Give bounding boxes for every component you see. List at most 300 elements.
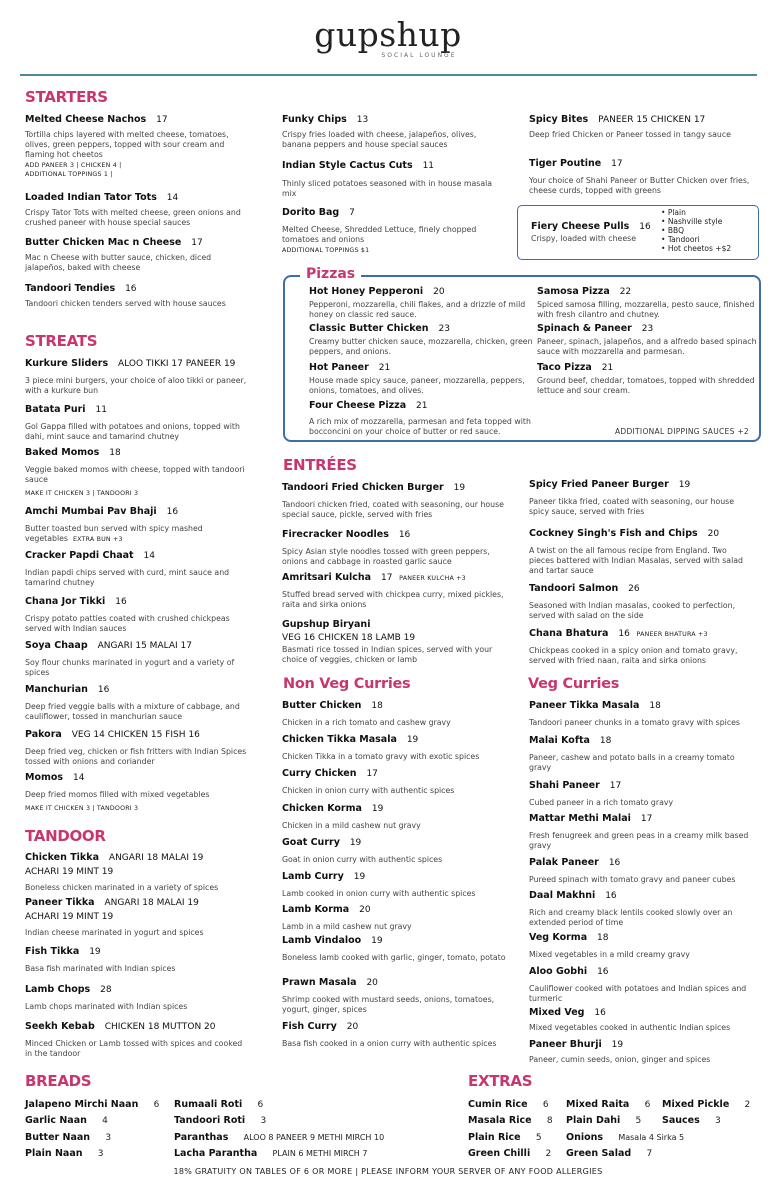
menu-item <box>309 285 534 320</box>
item-name: Mattar Methi Malai <box>529 813 631 824</box>
option-item: • Hot cheetos +$2 <box>661 244 731 253</box>
item-price: 14 <box>143 551 155 561</box>
item-price: 19 <box>453 483 466 493</box>
item-name: Daal Makhni <box>529 890 596 901</box>
item-price: CHICKEN 18 MUTTON 20 <box>104 1022 216 1032</box>
menu-item <box>25 191 250 228</box>
menu-item <box>25 446 250 499</box>
item-description: Paneer, cumin seeds, onion, ginger and spices <box>529 1055 711 1064</box>
item-name: Spinach & Paneer <box>537 323 632 334</box>
menu-item <box>25 639 250 678</box>
item-name: Melted Cheese Nachos <box>25 114 147 125</box>
item-price: 16 <box>605 891 617 901</box>
item-name: Tiger Poutine <box>529 158 602 169</box>
menu-item <box>282 113 507 150</box>
item-addon: PANEER BHATURA +3 <box>636 631 708 638</box>
item-price: 17 <box>611 159 623 169</box>
item-price: 16 <box>639 222 651 232</box>
item-description: Thinly sliced potatoes seasoned with in house masala mix <box>282 179 493 198</box>
item-description: Stuffed bread served with chickpea curry, mixed pickles, raita and sirka onions <box>282 590 504 609</box>
item-description: Crispy fries loaded with cheese, jalapeños, olives, banana peppers and house special sauces <box>282 130 477 149</box>
item-name: Chana Bhatura <box>529 628 609 639</box>
brand-logo <box>0 15 776 59</box>
menu-item <box>25 771 250 814</box>
item-description: Pureed spinach with tomato gravy and paneer cubes <box>529 875 736 884</box>
item-name: Spicy Fried Paneer Burger <box>529 479 669 490</box>
item-description: 3 piece mini burgers, your choice of aloo tikki or paneer, with a kurkure bun <box>25 376 247 395</box>
item-description: Boneless lamb cooked with garlic, ginger, tomato, potato <box>282 953 506 962</box>
item-name: Lamb Chops <box>25 984 91 995</box>
item-name: Cumin Rice <box>468 1099 528 1110</box>
section-title-veg: Veg Curries <box>528 676 620 692</box>
menu-item <box>529 779 754 808</box>
menu-item <box>529 734 754 773</box>
item-price: 19 <box>353 872 366 882</box>
item-name: Curry Chicken <box>282 768 357 779</box>
item-name: Spicy Bites <box>529 114 589 125</box>
item-name: Paranthas <box>174 1132 229 1143</box>
extra-item <box>566 1141 652 1160</box>
menu-item <box>529 1006 754 1033</box>
menu-item <box>25 945 250 974</box>
item-name: Amchi Mumbai Pav Bhaji <box>25 506 157 517</box>
item-description: Basmati rice tossed in Indian spices, served with your choice of veggies, chicken or lamb <box>282 645 493 664</box>
item-price: 17 <box>366 769 378 779</box>
item-name: Paneer Tikka Masala <box>529 700 640 711</box>
item-name: Plain Rice <box>468 1132 521 1143</box>
menu-item <box>25 728 250 767</box>
item-description: Pepperoni, mozzarella, chili flakes, and a drizzle of mild honey on classic red sauce. <box>309 300 526 319</box>
item-price: 17 <box>640 814 653 824</box>
item-description: Tandoori paneer chunks in a tomato gravy with spices <box>529 718 740 727</box>
item-price: 23 <box>438 324 450 334</box>
item-price: 19 <box>371 936 383 946</box>
item-price: 16 <box>618 629 630 639</box>
menu-item <box>531 220 661 244</box>
item-name: Green Chilli <box>468 1148 531 1159</box>
item-name: Pakora <box>25 729 62 740</box>
menu-item <box>25 549 250 588</box>
item-description: Crispy potato patties coated with crushed chickpeas served with Indian sauces <box>25 614 230 633</box>
item-description: Crispy Tator Tots with melted cheese, green onions and crushed paneer with house special sauces <box>25 208 241 227</box>
menu-item <box>25 403 250 442</box>
section-title-extras: EXTRAS <box>468 1072 533 1090</box>
item-addon: ADDITIONAL TOPPINGS $1 <box>282 247 370 254</box>
item-description: House made spicy sauce, paneer, mozzarella, peppers, onions, tomatoes, and olives. <box>309 376 525 395</box>
pizza-dipping-note: ADDITIONAL DIPPING SAUCES +2 <box>614 427 749 436</box>
item-name: Soya Chaap <box>25 640 88 651</box>
menu-item <box>282 976 507 1015</box>
item-name: Seekh Kebab <box>25 1021 95 1032</box>
item-name: Chana Jor Tikki <box>25 596 106 607</box>
item-description: Spiced samosa filling, mozzarella, pesto sauce, finished with fresh cilantro and chutney. <box>537 300 755 319</box>
section-title-tandoor: TANDOOR <box>25 827 106 845</box>
item-price: 19 <box>349 838 362 848</box>
menu-item <box>309 361 534 396</box>
item-name: Plain Dahi <box>566 1115 621 1126</box>
item-description: Mixed vegetables in a mild creamy gravy <box>529 950 690 959</box>
item-description: Lamb cooked in onion curry with authentic spices <box>282 889 476 898</box>
section-title-pizzas: Pizzas <box>300 266 361 282</box>
item-name: Butter Chicken Mac n Cheese <box>25 237 182 248</box>
item-name: Cockney Singh's Fish and Chips <box>529 528 698 539</box>
menu-item <box>282 481 507 520</box>
item-name: Butter Naan <box>25 1132 91 1143</box>
item-name: Fiery Cheese Pulls <box>531 221 630 232</box>
item-description: Indian papdi chips served with curd, mint sauce and tamarind chutney <box>25 568 230 587</box>
item-price: 20 <box>433 287 445 297</box>
item-price: ANGARI 18 MALAI 19 <box>104 898 199 908</box>
menu-item <box>282 870 507 899</box>
menu-item <box>25 683 250 722</box>
menu-item <box>25 113 250 178</box>
item-name: Hot Paneer <box>309 362 369 373</box>
menu-item <box>529 582 754 621</box>
item-description: Crispy, loaded with cheese <box>531 234 636 243</box>
item-description: Soy flour chunks marinated in yogurt and a variety of spices <box>25 658 235 677</box>
fiery-cheese-pulls-box <box>517 205 759 260</box>
item-price: 16 <box>608 858 621 868</box>
menu-item <box>282 733 507 762</box>
menu-item <box>282 206 507 256</box>
menu-item <box>282 159 507 199</box>
menu-item <box>529 113 754 140</box>
menu-item <box>529 527 754 576</box>
item-description: Deep fried veg, chicken or fish fritters with Indian Spices tossed with onions and coriander <box>25 747 247 766</box>
section-title-entrees: ENTRÉES <box>283 456 357 474</box>
item-price: ALOO TIKKI 17 PANEER 19 <box>118 359 236 369</box>
item-description: Ground beef, cheddar, tomatoes, topped with shredded lettuce and sour cream. <box>537 376 755 395</box>
item-price: 6 <box>644 1100 651 1110</box>
item-price: 16 <box>594 1008 606 1018</box>
item-description: Spicy Asian style noodles tossed with green peppers, onions and cabbage in roasted garlic sauce <box>282 547 490 566</box>
item-name: Fish Curry <box>282 1021 337 1032</box>
item-price: ALOO 8 PANEER 9 METHI MIRCH 10 <box>243 1133 385 1142</box>
item-name: Goat Curry <box>282 837 340 848</box>
item-description: Basa fish cooked in a onion curry with authentic spices <box>282 1039 497 1048</box>
item-price: 14 <box>166 193 179 203</box>
item-price: 2 <box>545 1149 552 1159</box>
item-name: Cracker Papdi Chaat <box>25 550 134 561</box>
item-price: 18 <box>371 701 383 711</box>
item-name: Four Cheese Pizza <box>309 400 407 411</box>
item-price: 3 <box>105 1133 112 1143</box>
item-description: A twist on the all famous recipe from England. Two pieces battered with Indian Masalas, served with salad and tartar sauce <box>529 546 743 575</box>
item-name: Onions <box>566 1132 604 1143</box>
item-price: 3 <box>97 1149 104 1159</box>
item-price: 28 <box>100 985 112 995</box>
footer-note: 18% GRATUITY ON TABLES OF 6 OR MORE | PLEASE INFORM YOUR SERVER OF ANY FOOD ALLERGIES <box>173 1167 603 1176</box>
menu-item <box>529 478 754 517</box>
menu-item <box>537 285 762 320</box>
bread-item <box>174 1141 367 1160</box>
item-price: 21 <box>601 363 614 373</box>
item-name: Tandoori Salmon <box>529 583 619 594</box>
menu-item <box>529 965 754 1004</box>
menu-item <box>25 896 250 938</box>
item-name: Firecracker Noodles <box>282 529 389 540</box>
item-name: Tandoori Fried Chicken Burger <box>282 482 444 493</box>
item-price: 17 <box>156 115 168 125</box>
item-name: Batata Puri <box>25 404 86 415</box>
item-price: 19 <box>678 480 691 490</box>
item-description: Boneless chicken marinated in a variety of spices <box>25 883 219 892</box>
item-description: Mac n Cheese with butter sauce, chicken, diced jalapeños, baked with cheese <box>25 253 212 272</box>
item-name: Paneer Tikka <box>25 897 95 908</box>
item-name: Samosa Pizza <box>537 286 610 297</box>
item-price-secondary: VEG 16 CHICKEN 18 LAMB 19 <box>282 633 416 643</box>
menu-item <box>282 903 507 932</box>
item-description: Creamy butter chicken sauce, mozzarella, chicken, green peppers, and onions. <box>309 337 533 356</box>
item-name: Shahi Paneer <box>529 780 600 791</box>
item-description: Chicken in a mild cashew nut gravy <box>282 821 421 830</box>
option-item: • Nashville style <box>661 217 731 226</box>
item-name: Paneer Bhurji <box>529 1039 602 1050</box>
item-description: Deep fried veggie balls with a mixture of cabbage, and cauliflower, tossed in manchurian sauce <box>25 702 240 721</box>
menu-item <box>282 571 507 610</box>
section-title-starters: STARTERS <box>25 88 108 106</box>
item-name: Funky Chips <box>282 114 347 125</box>
item-name: Taco Pizza <box>537 362 592 373</box>
item-price: 16 <box>398 530 411 540</box>
item-name: Mixed Pickle <box>662 1099 730 1110</box>
item-price: 20 <box>359 905 371 915</box>
item-price: 7 <box>646 1149 653 1159</box>
item-price: 17 <box>609 781 622 791</box>
item-name: Fish Tikka <box>25 946 80 957</box>
menu-item <box>529 856 754 885</box>
menu-item <box>529 812 754 851</box>
item-name: Jalapeno Mirchi Naan <box>25 1099 139 1110</box>
menu-item <box>282 836 507 865</box>
menu-item <box>282 618 507 665</box>
item-name: Chicken Tikka <box>25 852 99 863</box>
item-description: Chicken in a rich tomato and cashew gravy <box>282 718 451 727</box>
item-name: Tandoori Roti <box>174 1115 246 1126</box>
menu-item <box>529 931 754 960</box>
item-name: Classic Butter Chicken <box>309 323 429 334</box>
item-description: Your choice of Shahi Paneer or Butter Chicken over fries, cheese curds, topped with greens <box>529 176 750 195</box>
item-price: 20 <box>346 1022 359 1032</box>
menu-item <box>537 322 762 357</box>
item-name: Butter Chicken <box>282 700 362 711</box>
item-description: Chicken Tikka in a tomato gravy with exotic spices <box>282 752 480 761</box>
item-name: Manchurian <box>25 684 88 695</box>
item-price: 3 <box>260 1116 267 1126</box>
item-description: Indian cheese marinated in yogurt and spices <box>25 928 204 937</box>
menu-item <box>529 699 754 728</box>
item-description: Minced Chicken or Lamb tossed with spices and cooked in the tandoor <box>25 1039 243 1058</box>
item-price: 22 <box>619 287 632 297</box>
item-name: Veg Korma <box>529 932 588 943</box>
item-name: Mixed Raita <box>566 1099 630 1110</box>
item-name: Baked Momos <box>25 447 100 458</box>
section-title-breads: BREADS <box>25 1072 92 1090</box>
item-price: 17 <box>191 238 203 248</box>
menu-item <box>529 157 754 196</box>
item-description: Paneer tikka fried, coated with seasoning, our house spicy sauce, served with fries <box>529 497 735 516</box>
item-price: 8 <box>546 1116 553 1126</box>
item-description: Veggie baked momos with cheese, topped with tandoori sauce <box>25 465 245 484</box>
item-price: 16 <box>97 685 110 695</box>
option-item: • Tandoori <box>661 235 731 244</box>
menu-item <box>309 322 534 357</box>
item-description: Lamb in a mild cashew nut gravy <box>282 922 412 931</box>
item-price: 18 <box>599 736 612 746</box>
item-name: Mixed Veg <box>529 1007 585 1018</box>
item-description: Mixed vegetables cooked in authentic Indian spices <box>529 1023 731 1032</box>
item-description: Tandoori chicken tenders served with house sauces <box>25 299 226 308</box>
item-description: Melted Cheese, Shredded Lettuce, finely chopped tomatoes and onions <box>282 225 477 244</box>
item-name: Green Salad <box>566 1148 632 1159</box>
item-addon: MAKE IT CHICKEN 3 | TANDOORI 3 <box>25 490 139 497</box>
item-name: Lamb Vindaloo <box>282 935 362 946</box>
item-price: 20 <box>366 978 378 988</box>
item-description: Deep fried Chicken or Paneer tossed in tangy sauce <box>529 130 731 139</box>
header-divider <box>20 74 757 76</box>
item-name: Masala Rice <box>468 1115 532 1126</box>
menu-item <box>25 983 250 1012</box>
item-name: Dorito Bag <box>282 207 340 218</box>
menu-item <box>282 528 507 567</box>
item-name: Aloo Gobhi <box>529 966 588 977</box>
item-description: Tandoori chicken fried, coated with seasoning, our house special sauce, pickle, served with fries <box>282 500 504 519</box>
section-title-streats: STREATS <box>25 332 98 350</box>
fiery-options-list <box>661 208 731 253</box>
item-name: Sauces <box>662 1115 700 1126</box>
item-name: Malai Kofta <box>529 735 590 746</box>
brand-tagline: SOCIAL LOUNGE <box>381 52 457 59</box>
item-description: Tortilla chips layered with melted cheese, tomatoes, olives, green peppers, topped with sour cream and flaming hot cheetos <box>25 130 229 159</box>
item-description: Paneer, spinach, jalapeños, and a alfredo based spinach sauce with mozzarella and parmesan. <box>537 337 757 356</box>
menu-item <box>282 767 507 796</box>
extra-item <box>468 1141 551 1160</box>
item-price: 18 <box>109 448 121 458</box>
item-description: Rich and creamy black lentils cooked slowly over an extended period of time <box>529 908 733 927</box>
item-name: Garlic Naan <box>25 1115 87 1126</box>
item-addon: MAKE IT CHICKEN 3 | TANDOORI 3 <box>25 805 139 812</box>
item-price: 13 <box>356 115 369 125</box>
item-addon: ADDITIONAL TOPPINGS 1 | <box>25 171 113 178</box>
item-description: Deep fried momos filled with mixed vegetables <box>25 790 210 799</box>
menu-item <box>282 699 507 728</box>
item-price: 21 <box>416 401 428 411</box>
item-price: 16 <box>166 507 179 517</box>
item-price: 17 <box>381 573 393 583</box>
item-addon: ADD PANEER 3 | CHICKEN 4 | <box>25 162 122 169</box>
item-price-secondary: ACHARI 19 MINT 19 <box>25 912 114 922</box>
item-name: Indian Style Cactus Cuts <box>282 160 413 171</box>
item-name: Lamb Curry <box>282 871 344 882</box>
menu-item <box>25 595 250 634</box>
item-description: Goat in onion curry with authentic spices <box>282 855 443 864</box>
item-price: 6 <box>257 1100 264 1110</box>
item-price: ANGARI 15 MALAI 17 <box>97 641 192 651</box>
item-price: 4 <box>102 1116 108 1126</box>
item-price: 18 <box>649 701 661 711</box>
option-item: • BBQ <box>661 226 731 235</box>
item-name: Chicken Tikka Masala <box>282 734 397 745</box>
item-description: Cauliflower cooked with potatoes and Indian spices and turmeric <box>529 984 747 1003</box>
menu-item <box>282 934 507 963</box>
item-price: 6 <box>542 1100 549 1110</box>
item-addon: PANEER KULCHA +3 <box>399 575 466 582</box>
item-description: Paneer, cashew and potato balls in a creamy tomato gravy <box>529 753 735 772</box>
menu-item <box>529 1038 754 1065</box>
menu-item <box>25 357 250 396</box>
item-price: 19 <box>406 735 419 745</box>
pizzas-box <box>283 275 761 442</box>
item-name: Kurkure Sliders <box>25 358 109 369</box>
item-name: Chicken Korma <box>282 803 362 814</box>
item-price-secondary: ACHARI 19 MINT 19 <box>25 867 114 877</box>
menu-item <box>25 1020 250 1059</box>
item-price: 21 <box>378 363 391 373</box>
extra-item <box>662 1108 721 1127</box>
item-price: 5 <box>635 1116 642 1126</box>
item-price: 26 <box>628 584 640 594</box>
menu-item <box>25 236 250 273</box>
menu-item <box>282 802 507 831</box>
item-name: Hot Honey Pepperoni <box>309 286 424 297</box>
item-description: A rich mix of mozzarella, parmesan and feta topped with bocconcini on your choice of butter or red sauce. <box>309 417 531 436</box>
menu-item <box>25 851 250 893</box>
item-description: Basa fish marinated with Indian spices <box>25 964 176 973</box>
item-price: VEG 14 CHICKEN 15 FISH 16 <box>71 730 200 740</box>
item-description: Gol Gappa filled with potatoes and onions, topped with dahi, mint sauce and tamarind chutney <box>25 422 240 441</box>
item-description: Chicken in onion curry with authentic spices <box>282 786 455 795</box>
item-description: Fresh fenugreek and green peas in a creamy milk based gravy <box>529 831 749 850</box>
item-price: 11 <box>422 161 435 171</box>
item-description: Shrimp cooked with mustard seeds, onions, tomatoes, yogurt, ginger, spices <box>282 995 495 1014</box>
item-name: Amritsari Kulcha <box>282 572 372 583</box>
item-price: ANGARI 18 MALAI 19 <box>108 853 204 863</box>
item-name: Tandoori Tendies <box>25 283 116 294</box>
item-price: 16 <box>597 967 609 977</box>
item-price: 3 <box>715 1116 721 1126</box>
item-price: 20 <box>707 529 720 539</box>
item-price: 23 <box>641 324 654 334</box>
item-addon: EXTRA BUN +3 <box>72 536 123 543</box>
menu-item <box>282 1020 507 1049</box>
item-name: Loaded Indian Tator Tots <box>25 192 157 203</box>
item-name: Momos <box>25 772 64 783</box>
menu-item <box>25 505 250 545</box>
item-price: 18 <box>597 933 609 943</box>
item-price: 16 <box>125 284 137 294</box>
item-price: 16 <box>115 597 127 607</box>
menu-item <box>529 627 754 666</box>
item-price: 19 <box>371 804 384 814</box>
menu-item <box>25 282 250 309</box>
item-price: 6 <box>153 1100 160 1110</box>
menu-item <box>537 361 762 396</box>
item-name: Lacha Parantha <box>174 1148 258 1159</box>
item-price: 7 <box>349 208 355 218</box>
item-price: PLAIN 6 METHI MIRCH 7 <box>272 1149 368 1158</box>
item-price: PANEER 15 CHICKEN 17 <box>598 115 706 125</box>
item-price: 14 <box>73 773 85 783</box>
option-item: • Plain <box>661 208 731 217</box>
item-description: Seasoned with Indian masalas, cooked to perfection, served with salad on the side <box>529 601 736 620</box>
item-price: 19 <box>611 1040 624 1050</box>
item-description: Lamb chops marinated with Indian spices <box>25 1002 188 1011</box>
item-price: 2 <box>744 1100 751 1110</box>
item-name: Gupshup Biryani <box>282 619 371 630</box>
item-name: Prawn Masala <box>282 977 357 988</box>
item-price: Masala 4 Sirka 5 <box>618 1133 685 1142</box>
menu-item <box>529 889 754 928</box>
